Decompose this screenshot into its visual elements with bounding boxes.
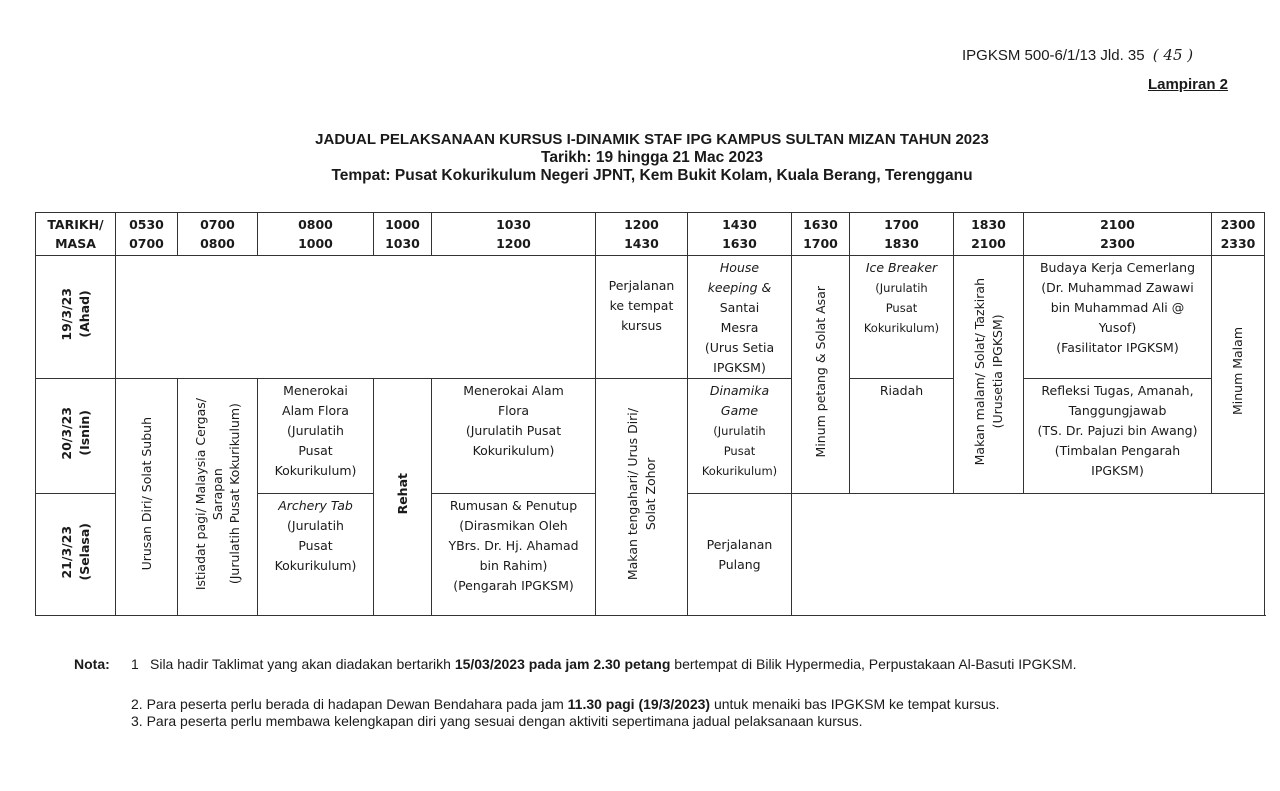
cell-urusan-diri: Urusan Diri/ Solat Subuh — [116, 379, 178, 616]
time-header-1430: 1430 1630 — [688, 213, 792, 256]
day-cell-20-3: 20/3/23 (Isnin) — [36, 379, 116, 494]
time-header-1630: 1630 1700 — [792, 213, 850, 256]
time-header-2300: 2300 2330 — [1212, 213, 1265, 256]
time-header-1200: 1200 1430 — [596, 213, 688, 256]
time-header-1000: 1000 1030 — [374, 213, 432, 256]
reference-number — [962, 46, 1197, 64]
row-day-1 — [36, 256, 1265, 379]
time-header-1700: 1700 1830 — [850, 213, 954, 256]
cell-istiadat-pagi: Istiadat pagi/ Malaysia Cergas/ Sarapan (Jurulatih Pusat Kokurikulum) — [178, 379, 258, 616]
attachment-label: Lampiran 2 — [1147, 76, 1228, 93]
time-header-0530: 0530 0700 — [116, 213, 178, 256]
cell-rehat: Rehat — [374, 379, 432, 616]
time-header-0800: 0800 1000 — [258, 213, 374, 256]
time-header-0700: 0700 0800 — [178, 213, 258, 256]
cell-budaya-kerja: Budaya Kerja Cemerlang (Dr. Muhammad Zawawi bin Muhammad Ali @ Yusof) (Fasilitator IPGKSM) — [1024, 256, 1212, 379]
notes-label: Nota: — [74, 656, 110, 672]
cell-riadah: Riadah — [850, 379, 954, 494]
row-day-2 — [36, 379, 1265, 494]
cell-alam-flora-1: Menerokai Alam Flora (Jurulatih Pusat Kokurikulum) — [258, 379, 374, 494]
empty-cell-day1-morning — [116, 256, 596, 379]
cell-makan-malam: Makan malam/ Solat/ Tazkirah (Urusetia IPGKSM) — [954, 256, 1024, 494]
cell-makan-tengahari: Makan tengahari/ Urus Diri/ Solat Zohor — [596, 379, 688, 616]
cell-minum-malam: Minum Malam — [1212, 256, 1265, 494]
header-row — [36, 213, 1265, 256]
cell-alam-flora-2: Menerokai Alam Flora (Jurulatih Pusat Kokurikulum) — [432, 379, 596, 494]
cell-refleksi-tugas: Refleksi Tugas, Amanah, Tanggungjawab (TS. Dr. Pajuzi bin Awang) (Timbalan Pengarah IPGKSM) — [1024, 379, 1212, 494]
note-2: 2. Para peserta perlu berada di hadapan Dewan Bendahara pada jam 11.30 pagi (19/3/2023) untuk menaiki bas IPGKSM ke tempat kursus. — [131, 696, 1000, 712]
cell-perjalanan-ke-kursus: Perjalanan ke tempat kursus — [596, 256, 688, 379]
time-header-1030: 1030 1200 — [432, 213, 596, 256]
title-date-line: Tarikh: 19 hingga 21 Mac 2023 — [541, 149, 763, 166]
title-line-1: JADUAL PELAKSANAAN KURSUS I-DINAMIK STAF IPG KAMPUS SULTAN MIZAN TAHUN 2023 — [315, 131, 989, 148]
reference-code: IPGKSM 500-6/1/13 Jld. 35 — [962, 47, 1145, 64]
schedule-table — [35, 212, 1265, 616]
note-1: 1 Sila hadir Taklimat yang akan diadakan bertarikh 15/03/2023 pada jam 2.30 petang bertempat di Bilik Hypermedia, Perpustakaan Al-Basuti IPGKSM. — [131, 656, 1077, 672]
note-3: 3. Para peserta perlu membawa kelengkapan diri yang sesuai dengan aktiviti sepertimana jadual pelaksanaan kursus. — [131, 713, 863, 729]
empty-cell-day3-evening — [792, 494, 1265, 616]
day-cell-19-3: 19/3/23 (Ahad) — [36, 256, 116, 379]
document-title-block — [0, 131, 1280, 185]
handwritten-number: ( 45 ) — [1152, 46, 1194, 64]
cell-minum-petang: Minum petang & Solat Asar — [792, 256, 850, 494]
cell-rumusan-penutup: Rumusan & Penutup (Dirasmikan Oleh YBrs. Dr. Hj. Ahamad bin Rahim) (Pengarah IPGKSM) — [432, 494, 596, 616]
title-venue-line: Tempat: Pusat Kokurikulum Negeri JPNT, Kem Bukit Kolam, Kuala Berang, Terengganu — [331, 167, 973, 184]
time-header-1830: 1830 2100 — [954, 213, 1024, 256]
cell-house-keeping: House keeping & Santai Mesra (Urus Setia IPGKSM) — [688, 256, 792, 379]
time-header-2100: 2100 2300 — [1024, 213, 1212, 256]
corner-header: TARIKH/ MASA — [36, 213, 116, 256]
cell-dinamika-game: Dinamika Game (Jurulatih Pusat Kokurikulum) — [688, 379, 792, 494]
cell-archery-tab: Archery Tab (Jurulatih Pusat Kokurikulum) — [258, 494, 374, 616]
cell-ice-breaker: Ice Breaker (Jurulatih Pusat Kokurikulum) — [850, 256, 954, 379]
cell-perjalanan-pulang: Perjalanan Pulang — [688, 494, 792, 616]
day-cell-21-3: 21/3/23 (Selasa) — [36, 494, 116, 616]
